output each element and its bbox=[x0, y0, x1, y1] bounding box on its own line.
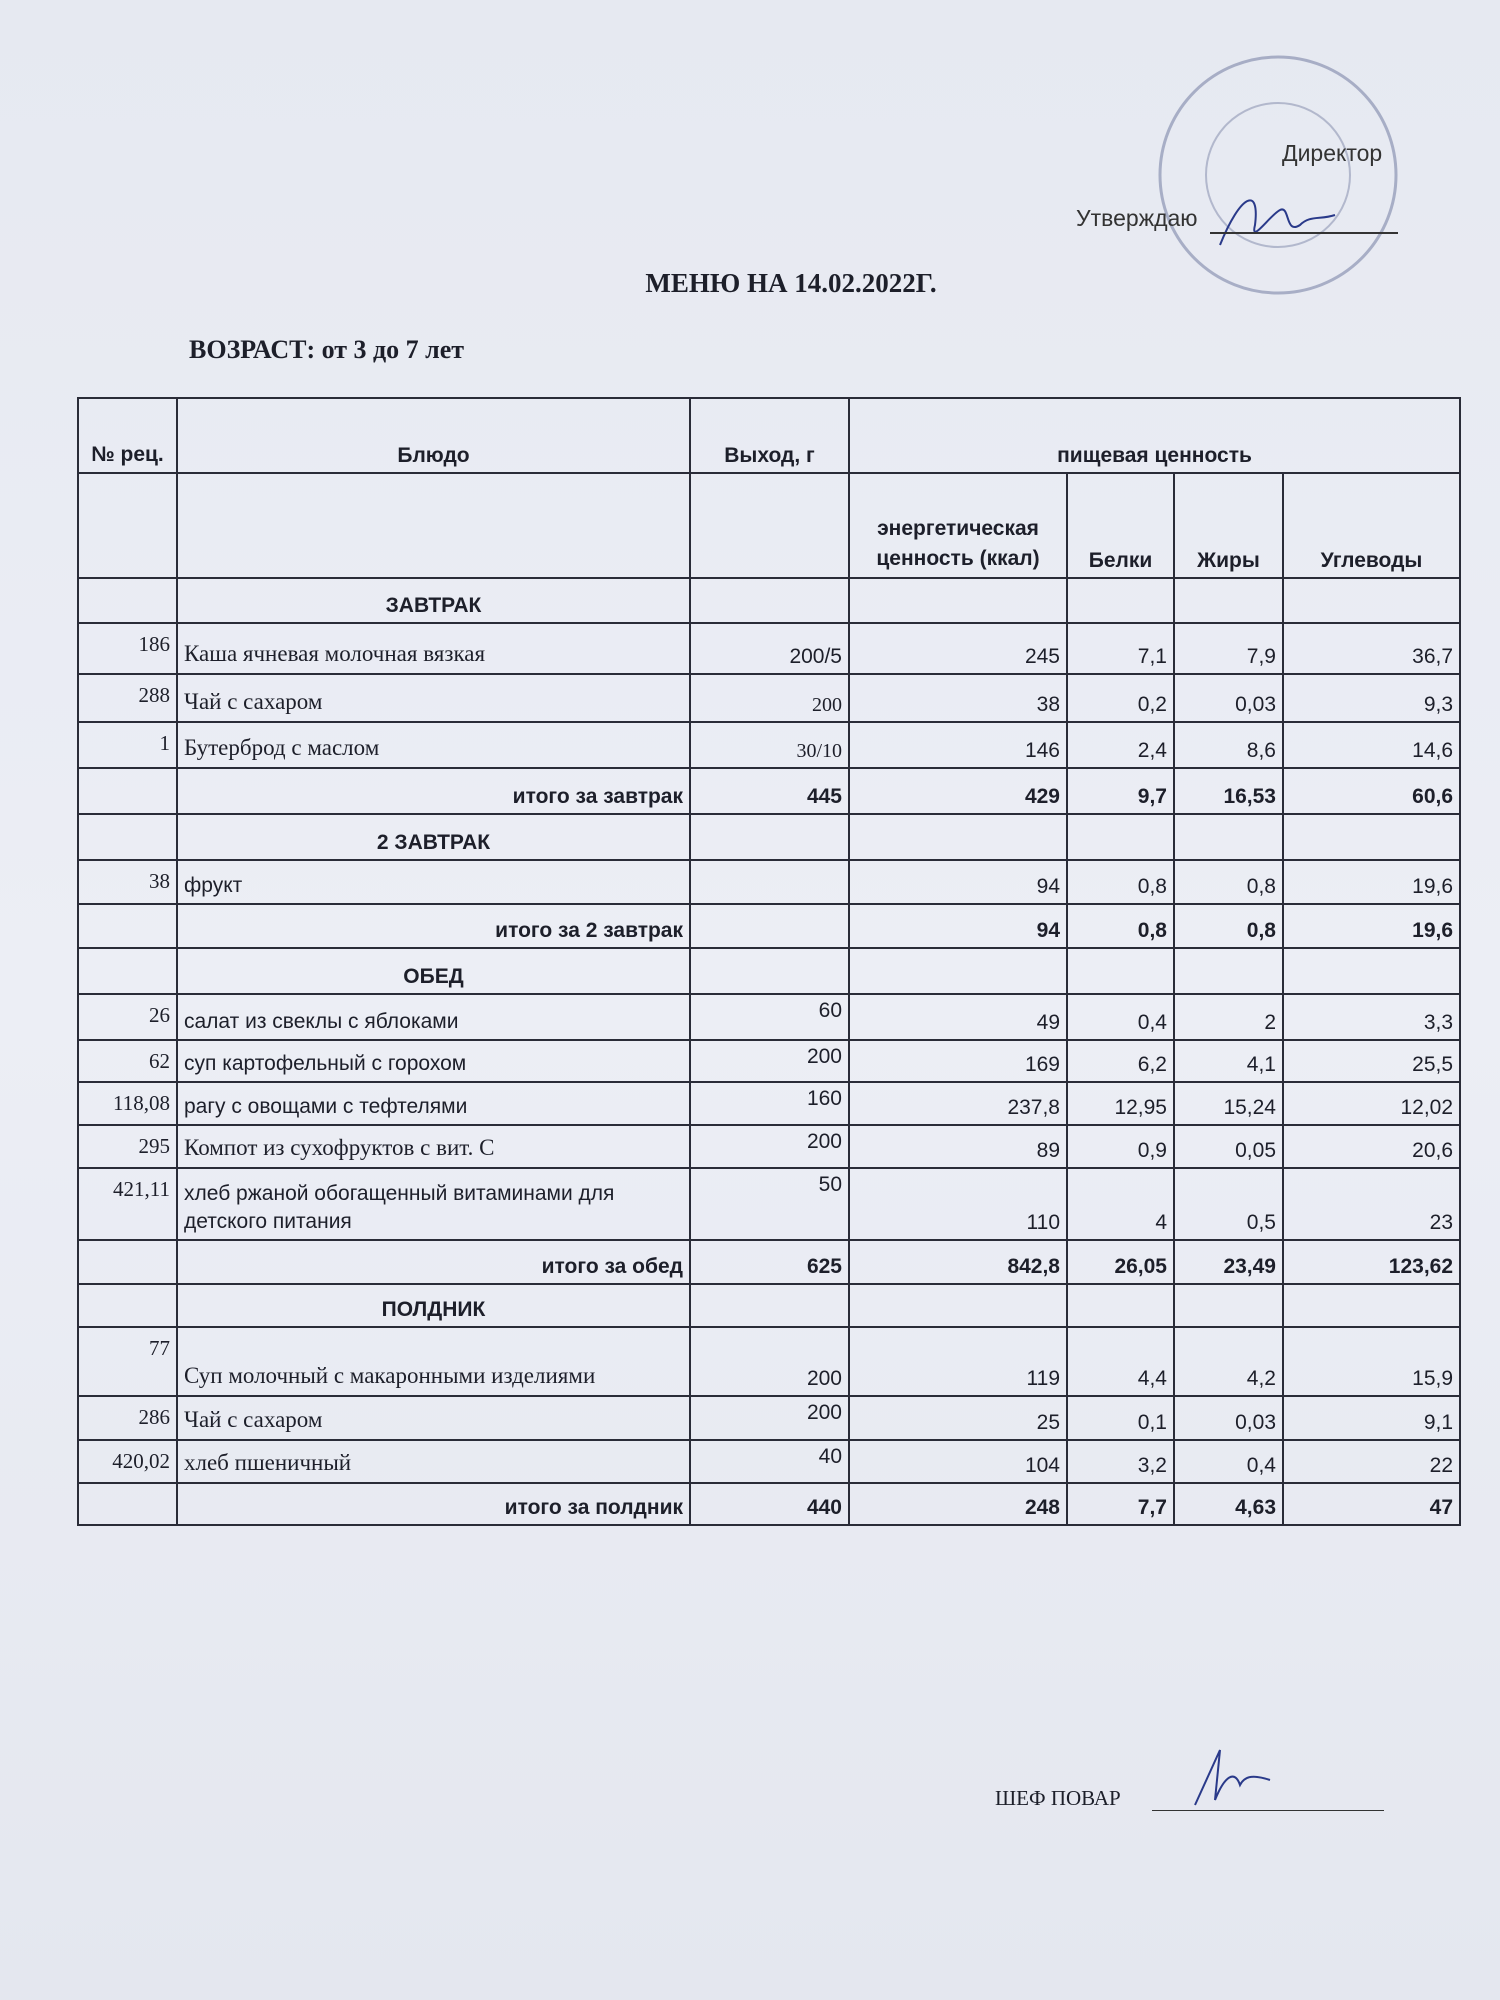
header-protein: Белки bbox=[1067, 473, 1174, 578]
cell-fat bbox=[1174, 1284, 1283, 1327]
cell-name: суп картофельный с горохом bbox=[177, 1040, 690, 1082]
cell-fat: 16,53 bbox=[1174, 768, 1283, 814]
cell-carbs: 123,62 bbox=[1283, 1240, 1460, 1284]
cell-name: салат из свеклы с яблоками bbox=[177, 994, 690, 1040]
cell-carbs: 20,6 bbox=[1283, 1125, 1460, 1168]
cell-kcal: 146 bbox=[849, 722, 1067, 768]
cell-name: итого за обед bbox=[177, 1240, 690, 1284]
cell-protein: 0,1 bbox=[1067, 1396, 1174, 1440]
cell-fat: 2 bbox=[1174, 994, 1283, 1040]
table-row bbox=[78, 674, 1460, 722]
cell-code: 77 bbox=[78, 1327, 177, 1396]
cell-fat: 0,5 bbox=[1174, 1168, 1283, 1240]
cell-carbs: 12,02 bbox=[1283, 1082, 1460, 1125]
cell-yield: 160 bbox=[690, 1082, 849, 1125]
cell-kcal bbox=[849, 814, 1067, 860]
cell-kcal: 110 bbox=[849, 1168, 1067, 1240]
table-row bbox=[78, 1125, 1460, 1168]
cell-yield bbox=[690, 1284, 849, 1327]
director-signature bbox=[1200, 185, 1360, 255]
table-row bbox=[78, 623, 1460, 674]
cell-protein: 4 bbox=[1067, 1168, 1174, 1240]
cell-carbs: 60,6 bbox=[1283, 768, 1460, 814]
cell-yield: 200/5 bbox=[690, 623, 849, 674]
cell-protein: 2,4 bbox=[1067, 722, 1174, 768]
cell-protein: 12,95 bbox=[1067, 1082, 1174, 1125]
cell-protein bbox=[1067, 578, 1174, 623]
cell-code: 26 bbox=[78, 994, 177, 1040]
cell-yield bbox=[690, 578, 849, 623]
cell-fat: 4,2 bbox=[1174, 1327, 1283, 1396]
cell-carbs: 36,7 bbox=[1283, 623, 1460, 674]
cell-fat: 0,03 bbox=[1174, 1396, 1283, 1440]
cell-yield bbox=[690, 860, 849, 904]
cell-yield: 200 bbox=[690, 674, 849, 722]
cell-yield bbox=[690, 904, 849, 948]
cell-carbs: 23 bbox=[1283, 1168, 1460, 1240]
cell-fat: 0,4 bbox=[1174, 1440, 1283, 1483]
cell-kcal: 94 bbox=[849, 904, 1067, 948]
cell-protein: 0,8 bbox=[1067, 904, 1174, 948]
cell-kcal bbox=[849, 948, 1067, 994]
cell-yield: 200 bbox=[690, 1040, 849, 1082]
cell-code: 62 bbox=[78, 1040, 177, 1082]
table-row bbox=[78, 1396, 1460, 1440]
cell-code bbox=[78, 1483, 177, 1525]
table-row bbox=[78, 1440, 1460, 1483]
cell-code bbox=[78, 1284, 177, 1327]
cell-protein: 26,05 bbox=[1067, 1240, 1174, 1284]
table-row bbox=[78, 994, 1460, 1040]
cell-fat: 0,05 bbox=[1174, 1125, 1283, 1168]
chef-signature-line bbox=[1152, 1810, 1384, 1811]
cell-code bbox=[78, 948, 177, 994]
cell-kcal: 248 bbox=[849, 1483, 1067, 1525]
age-group: ВОЗРАСТ: от 3 до 7 лет bbox=[189, 335, 465, 364]
cell-fat bbox=[1174, 948, 1283, 994]
cell-carbs bbox=[1283, 814, 1460, 860]
total-row bbox=[78, 768, 1460, 814]
cell-name: Бутерброд с маслом bbox=[177, 722, 690, 768]
total-row bbox=[78, 904, 1460, 948]
cell-code: 295 bbox=[78, 1125, 177, 1168]
cell-code: 286 bbox=[78, 1396, 177, 1440]
cell-carbs: 3,3 bbox=[1283, 994, 1460, 1040]
cell-carbs: 22 bbox=[1283, 1440, 1460, 1483]
cell-fat: 4,1 bbox=[1174, 1040, 1283, 1082]
cell-name: Каша ячневая молочная вязкая bbox=[177, 623, 690, 674]
total-row bbox=[78, 1483, 1460, 1525]
cell-name: 2 ЗАВТРАК bbox=[177, 814, 690, 860]
section-row bbox=[78, 1284, 1460, 1327]
cell-fat: 0,03 bbox=[1174, 674, 1283, 722]
cell-protein bbox=[1067, 1284, 1174, 1327]
cell-kcal: 842,8 bbox=[849, 1240, 1067, 1284]
cell-protein: 3,2 bbox=[1067, 1440, 1174, 1483]
cell-yield bbox=[690, 948, 849, 994]
cell-yield: 200 bbox=[690, 1396, 849, 1440]
total-row bbox=[78, 1240, 1460, 1284]
cell-name: хлеб ржаной обогащенный витаминами для детского питания bbox=[177, 1168, 690, 1240]
cell-kcal: 429 bbox=[849, 768, 1067, 814]
cell-carbs: 14,6 bbox=[1283, 722, 1460, 768]
cell-yield: 60 bbox=[690, 994, 849, 1040]
cell-protein: 7,1 bbox=[1067, 623, 1174, 674]
cell-carbs bbox=[1283, 948, 1460, 994]
menu-table bbox=[77, 397, 1461, 1526]
cell-name: ЗАВТРАК bbox=[177, 578, 690, 623]
header-fat: Жиры bbox=[1174, 473, 1283, 578]
cell-kcal: 119 bbox=[849, 1327, 1067, 1396]
cell-fat: 0,8 bbox=[1174, 904, 1283, 948]
cell-carbs bbox=[1283, 1284, 1460, 1327]
cell-code: 186 bbox=[78, 623, 177, 674]
approve-label: Утверждаю bbox=[1076, 205, 1198, 231]
cell-name: Чай с сахаром bbox=[177, 1396, 690, 1440]
cell-name: итого за завтрак bbox=[177, 768, 690, 814]
cell-kcal: 38 bbox=[849, 674, 1067, 722]
cell-kcal: 89 bbox=[849, 1125, 1067, 1168]
cell-yield bbox=[690, 814, 849, 860]
cell-code bbox=[78, 578, 177, 623]
section-row bbox=[78, 578, 1460, 623]
cell-kcal: 104 bbox=[849, 1440, 1067, 1483]
cell-name: ПОЛДНИК bbox=[177, 1284, 690, 1327]
page-title: МЕНЮ НА 14.02.2022Г. bbox=[645, 268, 937, 298]
cell-yield: 200 bbox=[690, 1327, 849, 1396]
cell-yield: 50 bbox=[690, 1168, 849, 1240]
director-label: Директор bbox=[1282, 140, 1383, 166]
header-energy: энергетическая ценность (ккал) bbox=[849, 473, 1067, 578]
cell-name: ОБЕД bbox=[177, 948, 690, 994]
cell-carbs: 19,6 bbox=[1283, 904, 1460, 948]
cell-protein: 7,7 bbox=[1067, 1483, 1174, 1525]
cell-fat: 0,8 bbox=[1174, 860, 1283, 904]
cell-name: итого за 2 завтрак bbox=[177, 904, 690, 948]
cell-code: 288 bbox=[78, 674, 177, 722]
section-row bbox=[78, 948, 1460, 994]
chef-label: ШЕФ ПОВАР bbox=[995, 1786, 1121, 1810]
cell-code bbox=[78, 768, 177, 814]
cell-kcal: 245 bbox=[849, 623, 1067, 674]
subheader-row bbox=[78, 473, 1460, 578]
header-nutrition: пищевая ценность bbox=[849, 398, 1460, 473]
header-carbs: Углеводы bbox=[1283, 473, 1460, 578]
cell-yield: 445 bbox=[690, 768, 849, 814]
cell-name: Компот из сухофруктов с вит. С bbox=[177, 1125, 690, 1168]
table-row bbox=[78, 1168, 1460, 1240]
cell-yield: 625 bbox=[690, 1240, 849, 1284]
signature-line bbox=[1210, 232, 1398, 234]
header-recipe-no: № рец. bbox=[78, 398, 177, 473]
cell-name: Суп молочный с макаронными изделиями bbox=[177, 1327, 690, 1396]
cell-name: рагу с овощами с тефтелями bbox=[177, 1082, 690, 1125]
cell-kcal: 49 bbox=[849, 994, 1067, 1040]
cell-fat: 23,49 bbox=[1174, 1240, 1283, 1284]
cell-kcal: 94 bbox=[849, 860, 1067, 904]
cell-protein: 0,9 bbox=[1067, 1125, 1174, 1168]
cell-protein: 9,7 bbox=[1067, 768, 1174, 814]
empty-cell bbox=[78, 473, 177, 578]
cell-code: 421,11 bbox=[78, 1168, 177, 1240]
cell-protein: 6,2 bbox=[1067, 1040, 1174, 1082]
cell-protein bbox=[1067, 948, 1174, 994]
table-row bbox=[78, 1327, 1460, 1396]
cell-fat bbox=[1174, 578, 1283, 623]
cell-code bbox=[78, 904, 177, 948]
cell-kcal bbox=[849, 578, 1067, 623]
cell-code bbox=[78, 1240, 177, 1284]
cell-name: Чай с сахаром bbox=[177, 674, 690, 722]
cell-fat: 7,9 bbox=[1174, 623, 1283, 674]
cell-protein: 4,4 bbox=[1067, 1327, 1174, 1396]
cell-name: хлеб пшеничный bbox=[177, 1440, 690, 1483]
cell-carbs: 47 bbox=[1283, 1483, 1460, 1525]
cell-code: 38 bbox=[78, 860, 177, 904]
header-row bbox=[78, 398, 1460, 473]
cell-yield: 30/10 bbox=[690, 722, 849, 768]
cell-kcal: 237,8 bbox=[849, 1082, 1067, 1125]
cell-kcal: 25 bbox=[849, 1396, 1067, 1440]
table-row bbox=[78, 1082, 1460, 1125]
cell-fat: 15,24 bbox=[1174, 1082, 1283, 1125]
cell-code bbox=[78, 814, 177, 860]
table-row bbox=[78, 722, 1460, 768]
chef-signature bbox=[1185, 1745, 1275, 1815]
cell-name: итого за полдник bbox=[177, 1483, 690, 1525]
table-row bbox=[78, 1040, 1460, 1082]
empty-cell bbox=[177, 473, 690, 578]
empty-cell bbox=[690, 473, 849, 578]
cell-carbs: 9,3 bbox=[1283, 674, 1460, 722]
cell-protein: 0,4 bbox=[1067, 994, 1174, 1040]
cell-kcal: 169 bbox=[849, 1040, 1067, 1082]
cell-yield: 200 bbox=[690, 1125, 849, 1168]
cell-carbs: 9,1 bbox=[1283, 1396, 1460, 1440]
cell-code: 420,02 bbox=[78, 1440, 177, 1483]
cell-yield: 440 bbox=[690, 1483, 849, 1525]
cell-code: 1 bbox=[78, 722, 177, 768]
cell-code: 118,08 bbox=[78, 1082, 177, 1125]
section-row bbox=[78, 814, 1460, 860]
cell-name: фрукт bbox=[177, 860, 690, 904]
header-dish: Блюдо bbox=[177, 398, 690, 473]
cell-carbs bbox=[1283, 578, 1460, 623]
table-row bbox=[78, 860, 1460, 904]
cell-fat bbox=[1174, 814, 1283, 860]
cell-kcal bbox=[849, 1284, 1067, 1327]
cell-protein bbox=[1067, 814, 1174, 860]
cell-carbs: 15,9 bbox=[1283, 1327, 1460, 1396]
cell-protein: 0,8 bbox=[1067, 860, 1174, 904]
cell-carbs: 19,6 bbox=[1283, 860, 1460, 904]
cell-fat: 4,63 bbox=[1174, 1483, 1283, 1525]
cell-carbs: 25,5 bbox=[1283, 1040, 1460, 1082]
cell-protein: 0,2 bbox=[1067, 674, 1174, 722]
cell-yield: 40 bbox=[690, 1440, 849, 1483]
header-yield: Выход, г bbox=[690, 398, 849, 473]
cell-fat: 8,6 bbox=[1174, 722, 1283, 768]
